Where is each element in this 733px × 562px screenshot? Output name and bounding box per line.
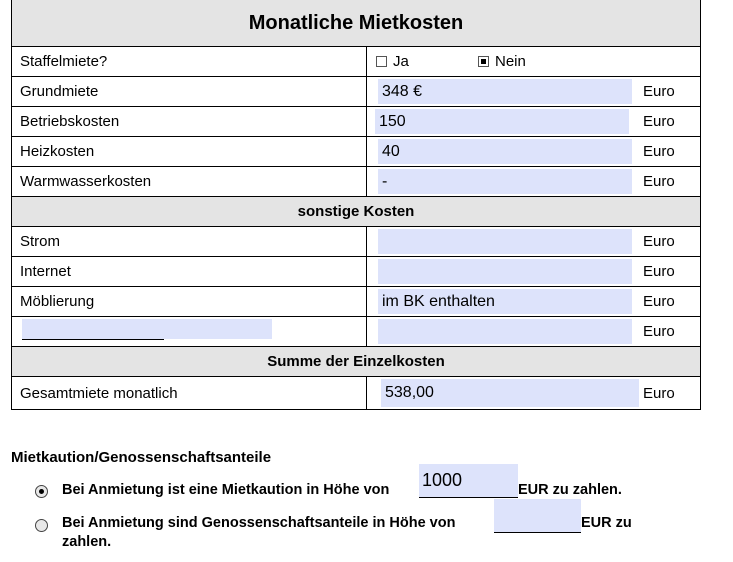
checkbox-ja-label: Ja [393,53,409,70]
checkbox-mark-icon [481,59,486,64]
heizkosten-field[interactable]: 40 [378,139,632,164]
table-title: Monatliche Mietkosten [12,0,700,47]
unit-label: Euro [643,323,675,340]
option-kaution-suffix: EUR zu zahlen. [518,482,622,498]
radio-kaution[interactable] [35,485,48,498]
total-row [12,377,700,409]
table-row [12,167,700,197]
unit-label: Euro [643,384,675,402]
table-row [12,107,700,137]
row-value-cell [367,287,700,316]
betriebskosten-field[interactable]: 150 [375,109,629,134]
custom-label-cell [12,317,367,346]
table-row [12,317,700,347]
option-genossenschaft [62,515,455,531]
custom-label-field[interactable] [22,319,272,339]
row-value-cell [367,167,700,196]
kaution-amount-field[interactable]: 1000 [419,464,518,498]
section-header-sum: Summe der Einzelkosten [12,347,700,377]
unit-label: Euro [643,143,675,160]
table-row [12,287,700,317]
checkbox-nein[interactable] [478,56,489,67]
row-value-cell [367,377,700,409]
row-value-cell [367,137,700,166]
custom-value-field[interactable] [378,319,632,344]
staffel-row [12,47,700,77]
unit-label: Euro [643,263,675,280]
row-label: Betriebskosten [12,107,367,136]
row-label: Warmwasserkosten [12,167,367,196]
staffel-options [367,47,700,76]
row-label: Grundmiete [12,77,367,106]
total-label: Gesamtmiete monatlich [12,377,367,409]
internet-field[interactable] [378,259,632,284]
radio-genossenschaft[interactable] [35,519,48,532]
row-value-cell [367,107,700,136]
checkbox-ja[interactable] [376,56,387,67]
grundmiete-field[interactable]: 348 € [378,79,632,104]
option-genossenschaft-line2: zahlen. [62,534,112,550]
table-row [12,77,700,107]
table-row [12,257,700,287]
moeblierung-field[interactable]: im BK enthalten [378,289,632,314]
row-value-cell [367,227,700,256]
radio-selected-icon [39,489,44,494]
row-label: Internet [12,257,367,286]
unit-label: Euro [643,173,675,190]
unit-label: Euro [643,293,675,310]
row-value-cell [367,77,700,106]
total-field[interactable]: 538,00 [381,379,639,407]
genossenschaft-amount-field[interactable] [494,499,581,533]
table-row [12,137,700,167]
option-kaution-text: Bei Anmietung ist eine Mietkaution in Höhe von [62,482,390,498]
section-header-other: sonstige Kosten [12,197,700,227]
option-genossenschaft-suffix: EUR zu [581,515,632,531]
unit-label: Euro [643,113,675,130]
checkbox-ja-group[interactable] [376,53,409,70]
custom-label-underline [22,339,164,340]
staffel-label: Staffelmiete? [12,47,367,76]
row-value-cell [367,257,700,286]
unit-label: Euro [643,233,675,250]
kaution-heading: Mietkaution/Genossenschaftsanteile [11,449,272,466]
row-label: Möblierung [12,287,367,316]
row-label: Strom [12,227,367,256]
row-label: Heizkosten [12,137,367,166]
unit-label: Euro [643,83,675,100]
rent-cost-table [11,0,701,410]
checkbox-nein-group[interactable] [478,53,526,70]
option-genossenschaft-text: Bei Anmietung sind Genossenschaftsanteile in Höhe von [62,515,456,531]
warmwasser-field[interactable]: - [378,169,632,194]
option-kaution [62,482,389,498]
strom-field[interactable] [378,229,632,254]
table-row [12,227,700,257]
checkbox-nein-label: Nein [495,53,526,70]
row-value-cell [367,317,700,346]
